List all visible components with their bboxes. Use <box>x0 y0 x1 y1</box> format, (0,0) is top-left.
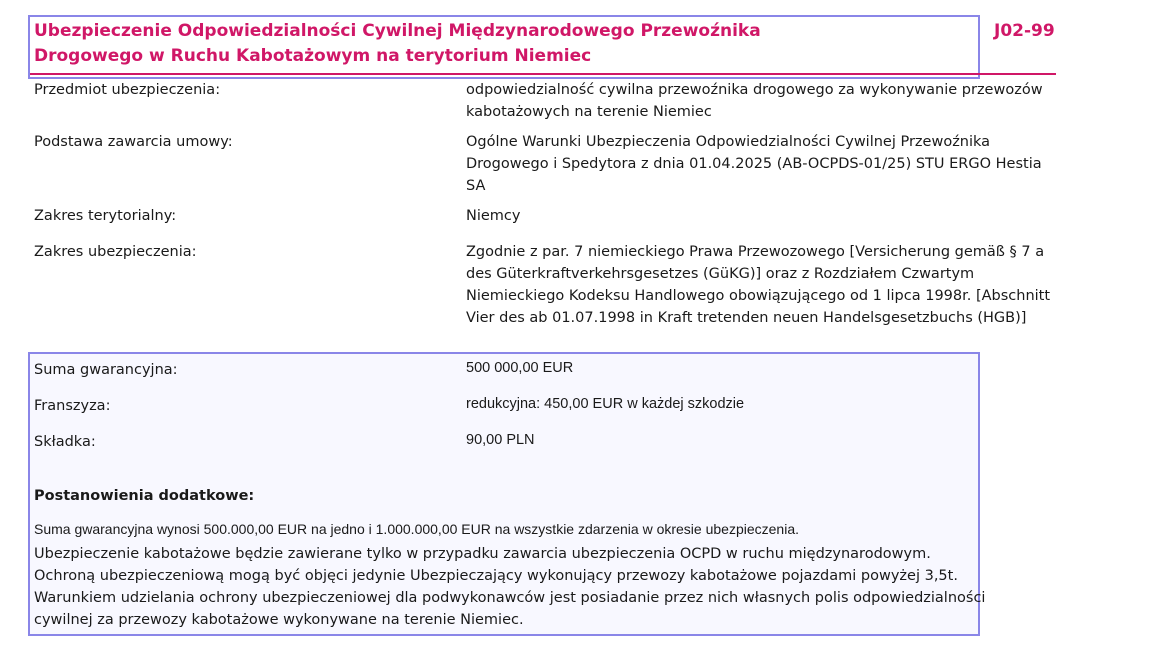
guarantee-sum-note: Suma gwarancyjna wynosi 500.000,00 EUR na jedno i 1.000.000,00 EUR na wszystkie zdarzenia w okresie ubezpieczenia. <box>34 521 799 537</box>
zakres-terytorialny-value: Niemcy <box>466 208 521 224</box>
zakres-terytorialny-label: Zakres terytorialny: <box>34 208 177 224</box>
document-title-line1: Ubezpieczenie Odpowiedzialności Cywilnej Międzynarodowego Przewoźnika <box>34 21 761 41</box>
document-title <box>34 19 974 69</box>
header-divider <box>30 73 1056 75</box>
suma-label: Suma gwarancyjna: <box>34 362 178 378</box>
skladka-label: Składka: <box>34 434 96 450</box>
provision-paragraph: Ochroną ubezpieczeniową mogą być objęci jedynie Ubezpieczający wykonujący przewozy kabotażowe pojazdami powyżej 3,5t. <box>34 568 958 584</box>
franszyza-label: Franszyza: <box>34 398 111 414</box>
zakres-ubezpieczenia-label: Zakres ubezpieczenia: <box>34 244 197 260</box>
document-code: J02-99 <box>994 21 1055 41</box>
przedmiot-label: Przedmiot ubezpieczenia: <box>34 82 221 98</box>
document-title-line2: Drogowego w Ruchu Kabotażowym na terytorium Niemiec <box>34 46 592 66</box>
podstawa-label: Podstawa zawarcia umowy: <box>34 134 233 150</box>
additional-provisions-body <box>34 543 1034 631</box>
skladka-value: 90,00 PLN <box>466 432 535 448</box>
podstawa-value: Ogólne Warunki Ubezpieczenia Odpowiedzialności Cywilnej Przewoźnika Drogowego i Spedytora z dnia 01.04.2025 (AB-OCPDS-01/25) STU ERGO Hestia SA <box>466 134 1042 194</box>
franszyza-value: redukcyjna: 450,00 EUR w każdej szkodzie <box>466 396 745 412</box>
suma-value: 500 000,00 EUR <box>466 360 574 376</box>
additional-provisions-title: Postanowienia dodatkowe: <box>34 488 255 504</box>
zakres-ubezpieczenia-value: Zgodnie z par. 7 niemieckiego Prawa Przewozowego [Versicherung gemäß § 7 a des Güterkraftverkehrsgesetzes (GüKG)] oraz z Rozdziałem Czwartym Niemieckiego Kodeksu Handlowego obowiązującego od 1 lipca 1998r. [Abschnitt Vier des ab 01.07.1998 in Kraft tretenden neuen Handelsgesetzbuchs (HGB)] <box>466 244 1051 326</box>
provision-paragraph: Ubezpieczenie kabotażowe będzie zawierane tylko w przypadku zawarcia ubezpieczenia OCPD w ruchu międzynarodowym. <box>34 546 931 562</box>
przedmiot-value: odpowiedzialność cywilna przewoźnika drogowego za wykonywanie przewozów kabotażowych na terenie Niemiec <box>466 82 1043 120</box>
provision-paragraph: Warunkiem udzielania ochrony ubezpieczeniowej dla podwykonawców jest posiadanie przez nich własnych polis odpowiedzialności cywilnej za przewozy kabotażowe wykonywane na terenie Niemiec. <box>34 590 986 628</box>
